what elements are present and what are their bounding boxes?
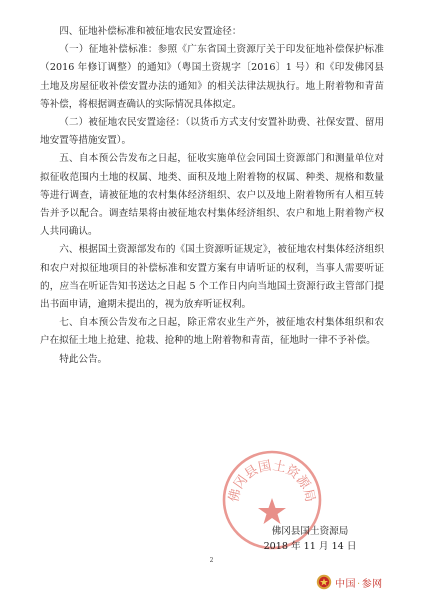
signature-block — [240, 524, 380, 554]
compensation-standard-paragraph: （一）征地补偿标准：参照《广东省国土资源厅关于印发征地补偿保护标准（2016 年修订调整）的通知》（粤国土资规字〔2016〕1 号）和《印发佛冈县土地及房屋征收补偿安置办法的通知》的相关法律法规执行。地上附着物和青苗等补偿，将根据调查确认的实际情况具体拟定。 — [40, 44, 384, 110]
issuing-organization: 佛冈县国土资源局 — [271, 526, 349, 537]
section-7-paragraph: 七、自本预公告发布之日起，除正常农业生产外，被征地农村集体组织和农户在拟征土地上抢建、抢栽、抢种的地上附着物和青苗，征地时一律不予补偿。 — [40, 317, 384, 347]
seal-star-icon — [258, 498, 286, 524]
section-6-paragraph: 六、根据国土资源部发布的《国土资源听证规定》，被征地农村集体经济组织和农户对拟征地项目的补偿标准和安置方案有申请听证的权利，当事人需要听证的，应当在听证告知书送达之日起 5 个工作日内向当地国土资源行政主管部门提出书面申请，逾期未提出的，视为放弃听证权利。 — [40, 244, 384, 311]
resettlement-paragraph: （二）被征地农民安置途径：（以货币方式支付安置补助费、社保安置、留用地安置等措施安置）。 — [40, 117, 384, 147]
closing-line: 特此公告。 — [59, 353, 108, 365]
footer-watermark-logo — [316, 573, 383, 591]
document-body — [40, 23, 384, 369]
section-4-heading: 四、征地补偿标准和被征地农民安置途径： — [59, 26, 242, 37]
page-number: 2 — [209, 557, 214, 564]
seal-text: 佛冈县国土资源局 — [226, 458, 318, 504]
footer-site-name: 中国·参网 — [335, 578, 383, 590]
emblem-icon — [316, 574, 332, 590]
section-5-paragraph: 五、自本预公告发布之日起，征收实施单位会同国土资源部门和测量单位对拟征收范围内土地的权属、地类、面积及地上附着物的权属、种类、规格和数量等进行调查，请被征地的农村集体经济组织、农户以及地上附着物所有人相互转告并予以配合。调查结果将由被征地农村集体经济组织、农户和地上附着物产权人共同确认。 — [40, 153, 384, 238]
issue-date: 2018 年 11 月 14 日 — [263, 541, 357, 552]
